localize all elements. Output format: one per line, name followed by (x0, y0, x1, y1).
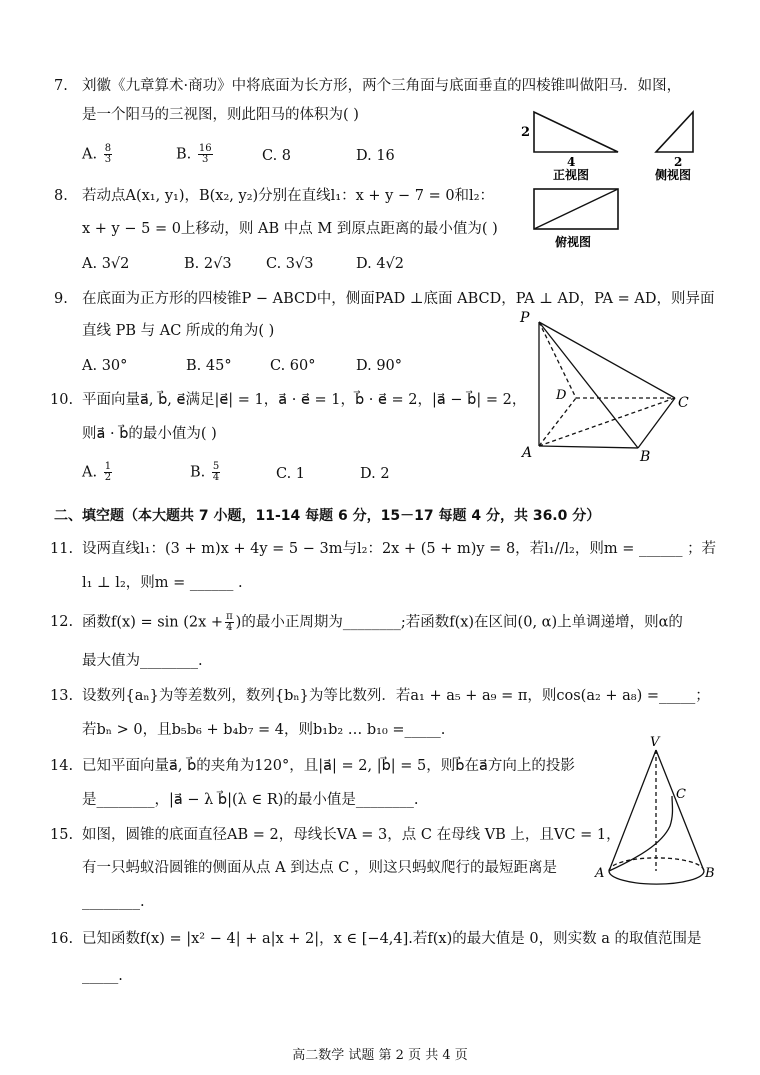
q12-text-line1-start: 函数f(x) = sin (2x + (82, 614, 224, 631)
q10-number: 10. (50, 392, 74, 408)
q8-option-c: C. 3√3 (266, 256, 314, 272)
q7-option-a (82, 144, 114, 165)
cone-point-label-c: C (676, 787, 686, 802)
q10-option-b (190, 462, 222, 483)
q12-text-line2: 最大值为________. (82, 653, 203, 669)
q10-option-d-value: 2 (380, 466, 390, 482)
q12-pi-fraction (225, 612, 234, 633)
vertex-label-p: P (520, 310, 530, 326)
fraction-denominator: 3 (202, 154, 209, 165)
q13-number: 13. (50, 688, 74, 704)
vertex-label-a: A (522, 445, 533, 461)
fraction-numerator: 5 (212, 461, 220, 472)
front-view-caption: 正视图 (553, 168, 590, 182)
q10-option-d-label: D. (360, 466, 376, 482)
q8-text-line1: 若动点A(x₁, y₁)，B(x₂, y₂)分别在直线l₁：x + y − 7 = 0和l₂： (82, 188, 495, 204)
vertex-label-c: C (678, 395, 689, 411)
q12-text-line1 (82, 612, 683, 633)
q16-number: 16. (50, 931, 74, 947)
q15-text-line3: ________. (82, 894, 145, 910)
fraction-numerator: 16 (198, 143, 212, 154)
q11-number: 11. (50, 541, 74, 557)
q10-option-a-fraction (104, 462, 112, 483)
q7-option-d-label: D. (356, 148, 372, 164)
cone-point-label-b: B (705, 866, 715, 881)
q7-option-c-value: 8 (281, 148, 292, 164)
top-view (534, 189, 618, 249)
front-view-height: 2 (521, 125, 531, 140)
q9-text-line1: 在底面为正方形的四棱锥P − ABCD中，侧面PAD ⊥底面 ABCD，PA ⊥ AD，PA = AD，则异面 (82, 291, 715, 307)
fraction-numerator: 8 (104, 143, 112, 154)
q7-option-b-label: B. (176, 146, 192, 163)
three-view-figure (515, 106, 715, 254)
q10-text-line2: 则a⃗ · b⃗的最小值为( ) (82, 426, 217, 442)
side-view (654, 112, 693, 182)
q7-option-a-fraction (104, 144, 112, 165)
q15-text-line2: 有一只蚂蚁沿圆锥的侧面从点 A 到达点 C ，则这只蚂蚁爬行的最短距离是 (82, 860, 557, 876)
q7-option-c-label: C. (262, 148, 278, 164)
page-footer: 高二数学 试题 第 2 页 共 4 页 (292, 1048, 468, 1063)
fraction-denominator: 3 (104, 154, 112, 165)
q14-text-line1: 已知平面向量a⃗, b⃗的夹角为120°，且|a⃗| = 2, |b⃗| = 5，则b⃗在a⃗方向上的投影 (82, 758, 575, 774)
q9-option-b: B. 45° (186, 358, 232, 374)
vertex-label-b: B (640, 449, 651, 465)
top-view-caption: 俯视图 (555, 235, 592, 249)
q10-option-c-value: 1 (295, 466, 306, 482)
q10-option-b-fraction (212, 462, 220, 483)
q9-option-a: A. 30° (82, 358, 128, 374)
q15-text-line1: 如图，圆锥的底面直径AB = 2，母线长VA = 3，点 C 在母线 VB 上，且VC = 1， (82, 827, 621, 843)
q9-option-d: D. 90° (356, 358, 403, 374)
q15-number: 15. (50, 827, 74, 843)
fraction-numerator: 1 (104, 461, 112, 472)
q10-option-a (82, 462, 114, 483)
front-view-width: 4 (567, 155, 576, 169)
q14-text-line2: 是________，|a⃗ − λ b⃗|(λ ∈ R)的最小值是________. (82, 792, 419, 808)
q10-text-line1: 平面向量a⃗, b⃗, e⃗满足|e⃗| = 1，a⃗ · e⃗ = 1，b⃗ · e⃗ = 2，|a⃗ − b⃗| = 2， (82, 392, 527, 408)
q8-option-d: D. 4√2 (356, 256, 405, 272)
q7-text-line2: 是一个阳马的三视图，则此阳马的体积为( ) (82, 107, 359, 123)
q11-text-line1: 设两直线l₁：(3 + m)x + 4y = 5 − 3m与l₂：2x + (5 + m)y = 8，若l₁//l₂，则m = ______ ；若 (82, 541, 717, 557)
q8-option-b: B. 2√3 (184, 256, 232, 272)
cone-vertex-label-v: V (650, 735, 660, 750)
fraction-numerator: π (226, 611, 233, 622)
q7-option-c (262, 146, 291, 166)
q7-number: 7. (54, 78, 68, 94)
q9-option-c: C. 60° (270, 358, 316, 374)
q9-text-line2: 直线 PB 与 AC 所成的角为( ) (82, 323, 275, 339)
q7-option-b-fraction (198, 144, 213, 165)
q12-text-line1-end: )的最小正周期为________;若函数f(x)在区间(0, α)上单调递增，则α的 (235, 614, 683, 631)
fraction-denominator: 2 (104, 472, 112, 483)
side-view-width: 2 (674, 155, 683, 169)
side-view-caption: 侧视图 (655, 168, 692, 182)
q10-option-a-label: A. (82, 464, 98, 481)
q7-option-d-value: 16 (376, 148, 395, 164)
q7-option-b (176, 144, 215, 165)
q14-number: 14. (50, 758, 74, 774)
q10-option-d (360, 464, 390, 484)
q16-text-line1: 已知函数f(x) = |x² − 4| + a|x + 2|，x ∈ [−4,4].若f(x)的最大值是 0，则实数 a 的取值范围是 (82, 931, 702, 947)
front-view (521, 112, 618, 182)
q10-option-c-label: C. (276, 466, 292, 482)
cone-point-label-a: A (595, 866, 605, 881)
q7-option-a-label: A. (82, 146, 98, 163)
q8-number: 8. (54, 188, 68, 204)
cone-figure (592, 734, 722, 894)
fraction-denominator: 4 (212, 472, 220, 483)
q9-number: 9. (54, 291, 68, 307)
q8-option-a: A. 3√2 (82, 256, 130, 272)
q10-option-c (276, 464, 305, 484)
q11-text-line2: l₁ ⊥ l₂，则m = ______ . (82, 575, 243, 591)
q10-option-b-label: B. (190, 464, 206, 481)
q12-number: 12. (50, 614, 74, 630)
q7-option-d (356, 146, 395, 166)
section-heading-fill-in: 二、填空题（本大题共 7 小题，11-14 每题 6 分，15－17 每题 4 分，共 36.0 分） (54, 508, 601, 524)
q13-text-line1: 设数列{aₙ}为等差数列，数列{bₙ}为等比数列．若a₁ + a₅ + a₉ = π，则cos(a₂ + a₈) =_____； (82, 688, 710, 704)
vertex-label-d: D (556, 388, 567, 403)
q8-text-line2: x + y − 5 = 0上移动，则 AB 中点 M 到原点距离的最小值为( ) (82, 221, 498, 237)
q16-text-line2: _____. (82, 968, 123, 984)
q7-text-line1: 刘徽《九章算术·商功》中将底面为长方形，两个三角面与底面垂直的四棱锥叫做阳马．如图， (82, 78, 682, 94)
q13-text-line2: 若bₙ > 0，且b₅b₆ + b₄b₇ = 4，则b₁b₂ … b₁₀ =_____. (82, 722, 446, 738)
pyramid-figure (512, 306, 702, 466)
fraction-denominator: 4 (226, 622, 233, 633)
